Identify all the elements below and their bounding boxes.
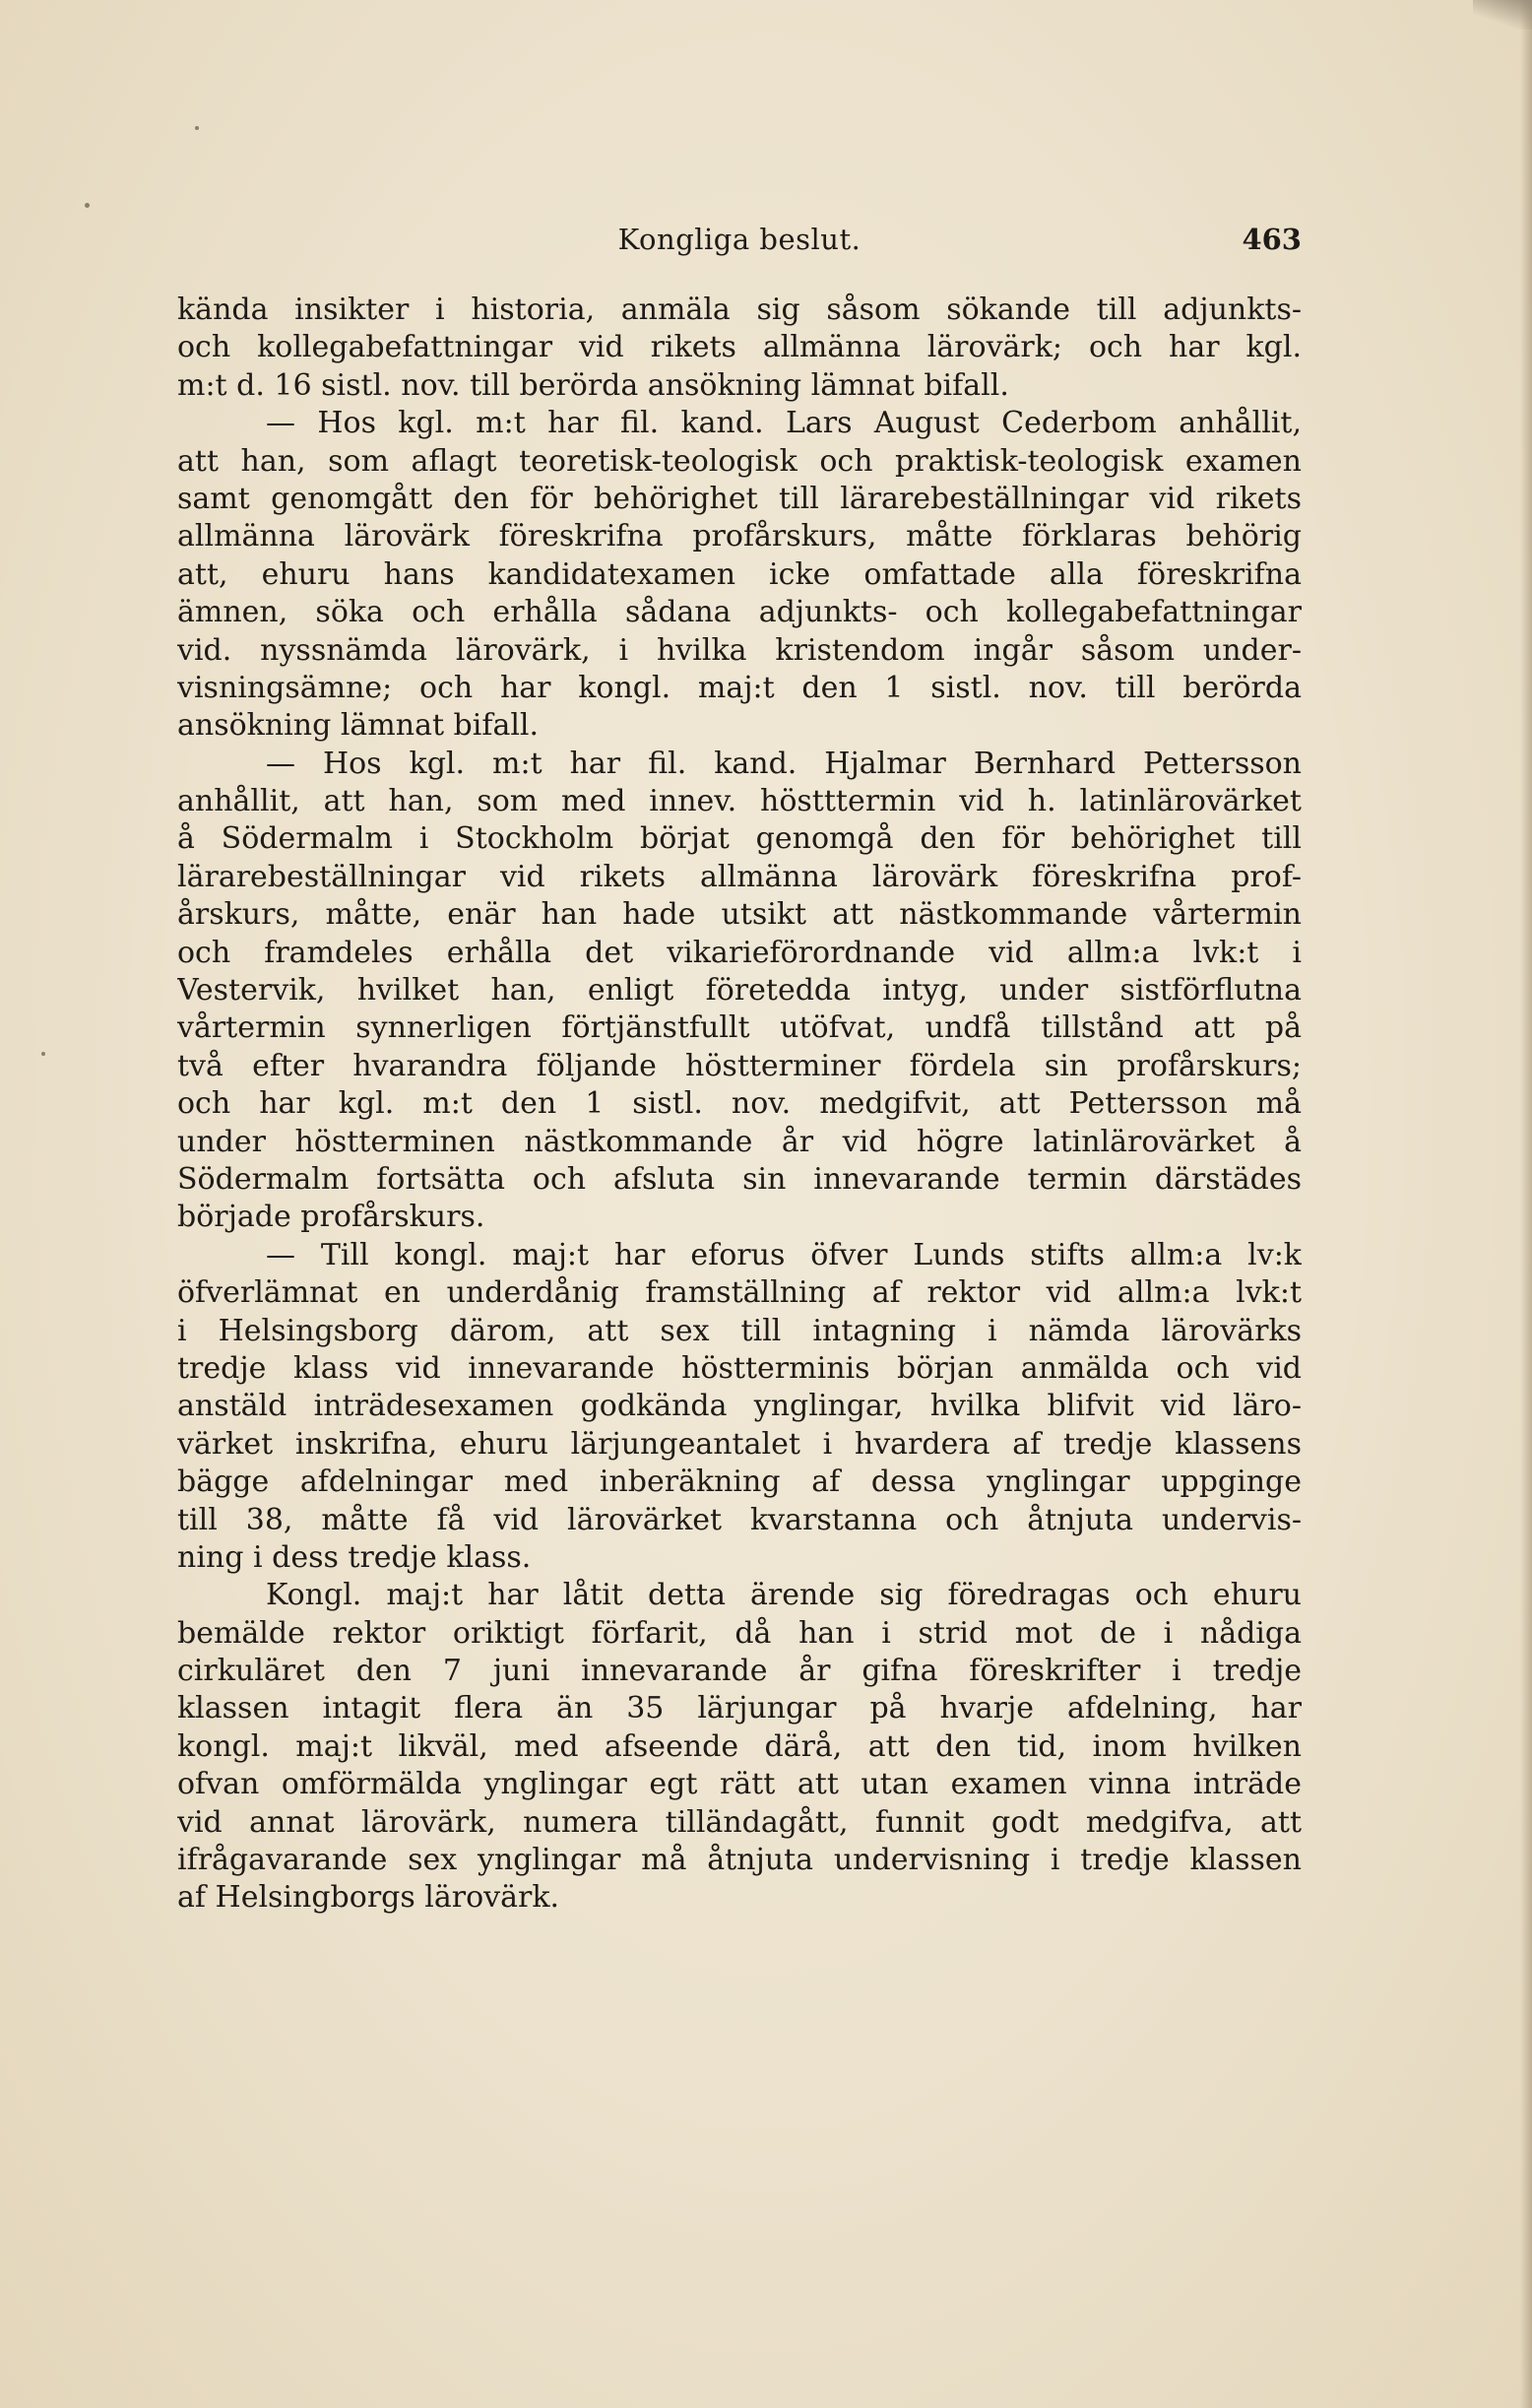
- text-line: vid annat lärovärk, numera tilländagått, funnit godt medgifva, att: [177, 1804, 1302, 1840]
- page-edge-shadow: [1520, 0, 1532, 2408]
- ink-speck: [85, 203, 90, 208]
- text-line: vårtermin synnerligen förtjänstfullt utöfvat, undfå tillstånd att på: [177, 1010, 1302, 1046]
- text-line: och har kgl. m:t den 1 sistl. nov. medgifvit, att Pettersson må: [177, 1086, 1302, 1122]
- text-line: lärarebeställningar vid rikets allmänna lärovärk föreskrifna prof-: [177, 859, 1302, 894]
- text-line: af Helsingborgs lärovärk.: [177, 1880, 560, 1916]
- text-line: bemälde rektor oriktigt förfarit, då han i strid mot de i nådiga: [177, 1615, 1302, 1651]
- text-line: visningsämne; och har kongl. maj:t den 1 sistl. nov. till berörda: [177, 670, 1302, 705]
- text-line: årskurs, måtte, enär han hade utsikt att nästkommande vårtermin: [177, 897, 1302, 933]
- text-line: till 38, måtte få vid lärovärket kvarstanna och åtnjuta undervis-: [177, 1502, 1302, 1537]
- text-line: och kollegabefattningar vid rikets allmänna lärovärk; och har kgl.: [177, 330, 1302, 365]
- text-line: ning i dess tredje klass.: [177, 1539, 532, 1575]
- text-line: — Till kongl. maj:t har eforus öfver Lunds stifts allm:a lv:k: [266, 1237, 1302, 1272]
- ink-speck: [195, 126, 199, 130]
- text-line: bägge afdelningar med inberäkning af dessa ynglingar uppginge: [177, 1464, 1302, 1500]
- text-line: anstäld inträdesexamen godkända ynglingar, hvilka blifvit vid läro-: [177, 1389, 1302, 1424]
- text-line: kända insikter i historia, anmäla sig såsom sökande till adjunkts-: [177, 293, 1302, 327]
- page-header: [177, 223, 1302, 272]
- page-corner-fold: [1473, 0, 1532, 30]
- text-line: i Helsingsborg därom, att sex till intagning i nämda lärovärks: [177, 1313, 1302, 1348]
- text-line: — Hos kgl. m:t har fil. kand. Lars August Cederbom anhållit,: [266, 406, 1302, 441]
- text-line: värket inskrifna, ehuru lärjungeantalet i hvardera af tredje klassens: [177, 1426, 1302, 1462]
- text-line: klassen intagit flera än 35 lärjungar på hvarje afdelning, har: [177, 1691, 1302, 1726]
- text-line: samt genomgått den för behörighet till lärarebeställningar vid rikets: [177, 481, 1302, 516]
- ink-speck: [41, 1052, 45, 1056]
- text-line: ämnen, söka och erhålla sådana adjunkts- och kollegabefattningar: [177, 595, 1302, 630]
- text-line: anhållit, att han, som med innev. höstttermin vid h. latinlärovärket: [177, 784, 1302, 819]
- text-line: vid. nyssnämda lärovärk, i hvilka kristendom ingår såsom under-: [177, 632, 1302, 668]
- text-line: m:t d. 16 sistl. nov. till berörda ansökning lämnat bifall.: [177, 367, 1009, 403]
- page-number: 463: [1242, 223, 1302, 256]
- text-line: Vestervik, hvilket han, enligt företedda intyg, under sistförflutna: [177, 973, 1302, 1009]
- text-line: att han, som aflagt teoretisk-teologisk och praktisk-teologisk examen: [177, 443, 1302, 479]
- text-line: att, ehuru hans kandidatexamen icke omfattade alla föreskrifna: [177, 556, 1302, 592]
- text-line: cirkuläret den 7 juni innevarande år gifna föreskrifter i tredje: [177, 1654, 1302, 1689]
- text-line: å Södermalm i Stockholm börjat genomgå den för behörighet till: [177, 821, 1302, 857]
- text-line: Södermalm fortsätta och afsluta sin innevarande termin därstädes: [177, 1161, 1302, 1197]
- running-title: Kongliga beslut.: [617, 223, 862, 256]
- text-line: ifrågavarande sex ynglingar må åtnjuta undervisning i tredje klassen: [177, 1843, 1302, 1878]
- text-line: ansökning lämnat bifall.: [177, 708, 540, 744]
- text-line: och framdeles erhålla det vikarieförordnande vid allm:a lvk:t i: [177, 935, 1302, 970]
- text-line: kongl. maj:t likväl, med afseende därå, att den tid, inom hvilken: [177, 1728, 1302, 1764]
- text-line: under höstterminen nästkommande år vid högre latinlärovärket å: [177, 1124, 1302, 1159]
- text-line: — Hos kgl. m:t har fil. kand. Hjalmar Bernhard Pettersson: [266, 746, 1302, 781]
- text-line: allmänna lärovärk föreskrifna profårskurs, måtte förklaras behörig: [177, 519, 1302, 554]
- text-line: tredje klass vid innevarande höstterminis början anmälda och vid: [177, 1350, 1302, 1386]
- text-line: två efter hvarandra följande höstterminer fördela sin profårskurs;: [177, 1048, 1302, 1083]
- text-line: öfverlämnat en underdånig framställning af rektor vid allm:a lvk:t: [177, 1275, 1302, 1311]
- text-line: började profårskurs.: [177, 1200, 485, 1235]
- body-text: [177, 292, 1302, 1918]
- text-line: ofvan omförmälda ynglingar egt rätt att utan examen vinna inträde: [177, 1767, 1302, 1802]
- text-line: Kongl. maj:t har låtit detta ärende sig föredragas och ehuru: [266, 1578, 1302, 1613]
